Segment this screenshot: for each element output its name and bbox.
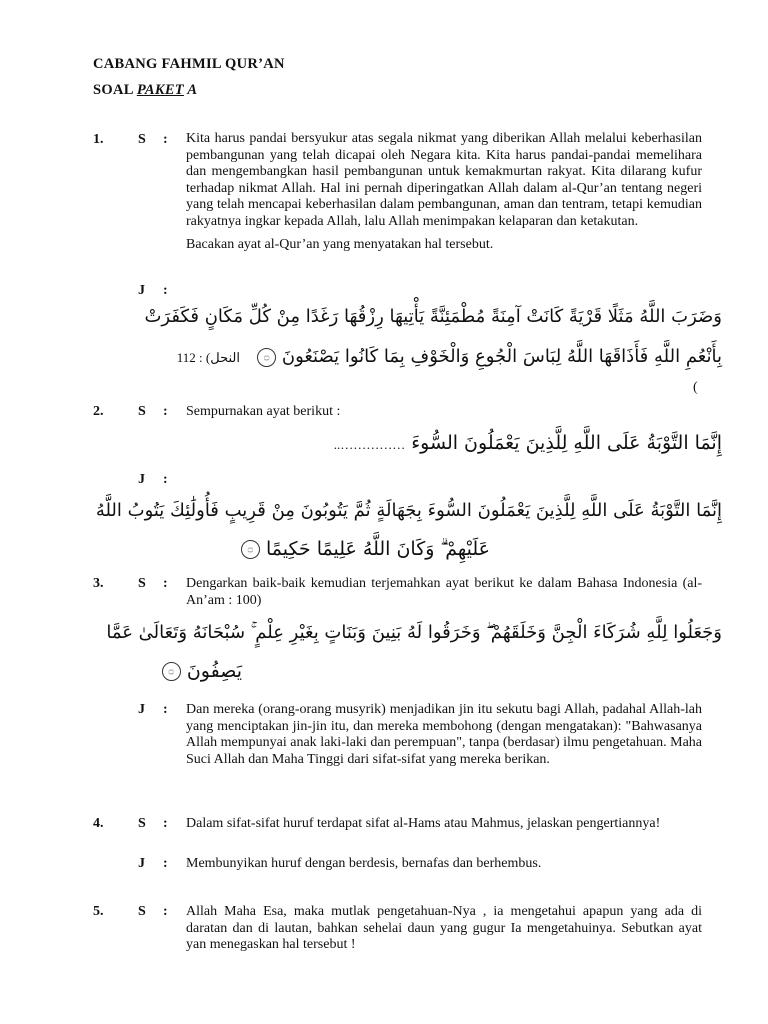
q1-reference: 112 : (النحل bbox=[176, 350, 240, 365]
q3-j-colon: : bbox=[163, 702, 168, 717]
q2-j-label: J bbox=[138, 472, 145, 487]
q1-j-label: J bbox=[138, 283, 145, 298]
q4-answer: Membunyikan huruf dengan berdesis, bernafas dan berhembus. bbox=[186, 856, 542, 871]
package-underlined: PAKET bbox=[136, 82, 184, 98]
q4-number: 4. bbox=[93, 816, 104, 831]
q4-j-label: J bbox=[138, 856, 145, 871]
q4-question: Dalam sifat-sifat huruf terdapat sifat al-Hams atau Mahmus, jelaskan pengertiannya! bbox=[186, 816, 661, 831]
q1-number: 1. bbox=[93, 132, 104, 147]
q1-question bbox=[186, 131, 702, 253]
q2-answer-arabic-text: عَلَيْهِمْ ۗ وَكَانَ اللَّهُ عَلِيمًا حَكِيمًا bbox=[265, 538, 490, 560]
q3-arabic-line2 bbox=[162, 660, 242, 682]
q4-j-colon: : bbox=[163, 856, 168, 871]
q2-s-colon: : bbox=[163, 404, 168, 419]
document-title: CABANG FAHMIL QUR’AN bbox=[93, 56, 285, 72]
q1-answer-arabic-line2 bbox=[177, 346, 722, 367]
q1-j-colon: : bbox=[163, 283, 168, 298]
q2-blank-dots: …………….. bbox=[333, 437, 406, 452]
q2-s-label: S bbox=[138, 404, 146, 419]
package-suffix: A bbox=[183, 82, 198, 98]
q1-question-text: Kita harus pandai bersyukur atas segala nikmat yang diberikan Allah melalui keberhasilan pembangunan yang telah dicapai oleh Negara kita. Kita harus pandai-pandai memelihara dan mengembangkan hasil pembangunan untuk kemakmurtan rakyat. Kita dilarang kufur terhadap nikmat Allah. Hal ini pernah diperingatkan Allah dalam al-Qur’an tentang negeri yang telah mencapai keberhasilan dalam pembangunan, aman dan tentram, tetapi kemudian rakyatnya ingkar kepada Allah, lalu Allah menimpakan kelaparan dan ketakutan. bbox=[186, 131, 702, 229]
q1-answer-arabic-line1: وَضَرَبَ اللَّهُ مَثَلًا قَرْيَةً كَانَتْ آمِنَةً مُطْمَئِنَّةً يَأْتِيهَا رِزْقُهَا رَغَدًا مِنْ كُلِّ مَكَانٍ فَكَفَرَتْ bbox=[144, 306, 722, 327]
q1-instruction: Bacakan ayat al-Qur’an yang menyatakan hal tersebut. bbox=[186, 236, 494, 252]
q5-s-colon: : bbox=[163, 904, 168, 919]
ayah-end-icon: ۝ bbox=[162, 662, 181, 681]
q3-arabic-line2-text: يَصِفُونَ bbox=[186, 660, 242, 682]
q1-closing-paren: ( bbox=[693, 380, 698, 395]
q3-question: Dengarkan baik-baik kemudian terjemahkan ayat berikut ke dalam Bahasa Indonesia (al-An’am : 100) bbox=[186, 576, 702, 608]
q1-s-colon: : bbox=[163, 132, 168, 147]
q5-number: 5. bbox=[93, 904, 104, 919]
package-title bbox=[93, 82, 197, 99]
q2-prompt-arabic bbox=[334, 432, 722, 454]
q4-s-colon: : bbox=[163, 816, 168, 831]
q5-s-label: S bbox=[138, 904, 146, 919]
q1-answer-arabic-text: بِأَنْعُمِ اللَّهِ فَأَذَاقَهَا اللَّهُ لِبَاسَ الْجُوعِ وَالْخَوْفِ بِمَا كَانُوا يَصْنَعُونَ bbox=[281, 346, 722, 367]
q1-s-label: S bbox=[138, 132, 146, 147]
q2-question: Sempurnakan ayat berikut : bbox=[186, 404, 341, 419]
ayah-end-icon: ۝ bbox=[241, 540, 260, 559]
q3-j-label: J bbox=[138, 702, 145, 717]
q2-j-colon: : bbox=[163, 472, 168, 487]
q3-answer: Dan mereka (orang-orang musyrik) menjadikan jin itu sekutu bagi Allah, padahal Allah-lah yang menciptakan jin-jin itu, dan mereka membohong (dengan mengatakan): "Bahwasanya Allah mempunyai anak laki-laki dan perempuan", tanpa (berdasar) ilmu pengetahuan. Maha Suci Allah dan Maha Tinggi dari sifat-sifat yang mereka berikan. bbox=[186, 702, 702, 767]
q2-prompt-arabic-text: إِنَّمَا التَّوْبَةُ عَلَى اللَّهِ لِلَّذِينَ يَعْمَلُونَ السُّوءَ bbox=[411, 432, 722, 454]
q3-number: 3. bbox=[93, 576, 104, 591]
q3-s-colon: : bbox=[163, 576, 168, 591]
q3-s-label: S bbox=[138, 576, 146, 591]
q3-arabic-line1: وَجَعَلُوا لِلَّهِ شُرَكَاءَ الْجِنَّ وَخَلَقَهُمْ ۖ وَخَرَقُوا لَهُ بَنِينَ وَبَنَاتٍ بِغَيْرِ عِلْمٍ ۚ سُبْحَانَهُ وَتَعَالَىٰ عَمَّا bbox=[106, 622, 722, 643]
q4-s-label: S bbox=[138, 816, 146, 831]
q2-answer-arabic-line2 bbox=[241, 538, 490, 560]
q2-answer-arabic-line1: إِنَّمَا التَّوْبَةُ عَلَى اللَّهِ لِلَّذِينَ يَعْمَلُونَ السُّوءَ بِجَهَالَةٍ ثُمَّ يَتُوبُونَ مِنْ قَرِيبٍ فَأُولَٰئِكَ يَتُوبُ اللَّهُ bbox=[95, 500, 722, 521]
q5-question: Allah Maha Esa, maka mutlak pengetahuan-Nya , ia mengetahui apapun yang ada di daratan dan di lautan, bahkan sehelai daun yang gugur Ia mengetahuinya. Sebutkan ayat yan menegaskan hal tersebut ! bbox=[186, 904, 702, 953]
ayah-end-icon: ۝ bbox=[257, 348, 276, 367]
package-prefix: SOAL bbox=[93, 82, 137, 98]
q2-number: 2. bbox=[93, 404, 104, 419]
